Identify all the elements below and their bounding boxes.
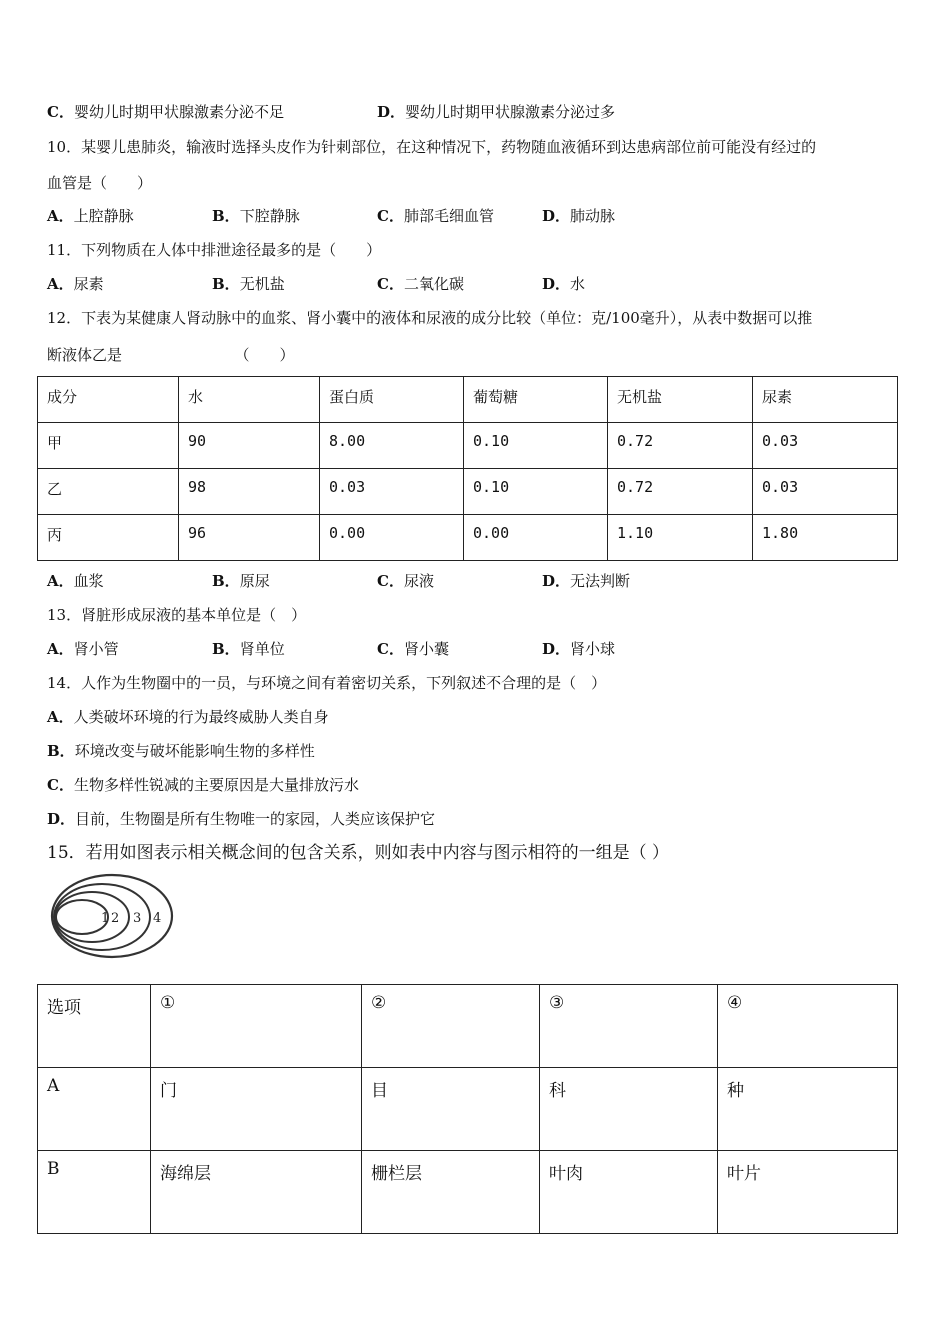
q11-option-d: D．水	[542, 275, 586, 293]
q12-cell: 1.10	[608, 515, 753, 561]
q13-stem: 13．肾脏形成尿液的基本单位是（ ）	[47, 606, 307, 624]
q12-stem-line1: 12．下表为某健康人肾动脉中的血浆、肾小囊中的液体和尿液的成分比较（单位：克/100毫升），从表中数据可以推	[47, 309, 813, 327]
q12-header-cell: 蛋白质	[320, 377, 464, 423]
q12-cell: 0.72	[608, 423, 753, 469]
figure-label-1: 1	[101, 911, 110, 926]
q12-cell: 0.72	[608, 469, 753, 515]
q12-header-cell: 尿素	[753, 377, 898, 423]
q9-option-d: D．婴幼儿时期甲状腺激素分泌过多	[377, 103, 616, 121]
q12-cell: 0.03	[753, 423, 898, 469]
q15-cell: 叶肉	[540, 1151, 718, 1234]
table-row	[38, 1151, 898, 1234]
nested-ellipses-figure	[50, 872, 175, 962]
q9-option-c: C．婴幼儿时期甲状腺激素分泌不足	[47, 103, 284, 121]
q11-option-a: A．尿素	[47, 275, 104, 293]
q15-table-header-row	[38, 985, 898, 1068]
q12-cell: 甲	[38, 423, 179, 469]
q12-cell: 0.03	[753, 469, 898, 515]
q12-option-c: C．尿液	[377, 572, 434, 590]
q15-cell: 叶片	[718, 1151, 898, 1234]
q12-cell: 90	[179, 423, 320, 469]
q15-cell: 科	[540, 1068, 718, 1151]
q14-option-b: B．环境改变与破坏能影响生物的多样性	[47, 742, 315, 760]
q10-option-a: A．上腔静脉	[47, 207, 134, 225]
table-row	[38, 469, 898, 515]
q14-option-d: D．目前，生物圈是所有生物唯一的家园，人类应该保护它	[47, 810, 436, 828]
table-row	[38, 1068, 898, 1151]
figure-label-2: 2	[111, 911, 120, 926]
q11-option-c: C．二氧化碳	[377, 275, 464, 293]
q12-cell: 乙	[38, 469, 179, 515]
q12-cell: 96	[179, 515, 320, 561]
q12-cell: 8.00	[320, 423, 464, 469]
q12-cell: 0.10	[464, 469, 608, 515]
q12-cell: 1.80	[753, 515, 898, 561]
figure-label-3: 3	[133, 911, 142, 926]
q12-cell: 0.10	[464, 423, 608, 469]
q15-cell: A	[38, 1068, 151, 1151]
q13-option-a: A．肾小管	[47, 640, 119, 658]
q10-option-c: C．肺部毛细血管	[377, 207, 494, 225]
q15-cell: 种	[718, 1068, 898, 1151]
q15-cell: 海绵层	[151, 1151, 362, 1234]
q14-option-c: C．生物多样性锐减的主要原因是大量排放污水	[47, 776, 359, 794]
q15-header-cell: ④	[718, 985, 898, 1068]
q10-stem-line1: 10．某婴儿患肺炎，输液时选择头皮作为针刺部位，在这种情况下，药物随血液循环到达患病部位前可能没有经过的	[47, 138, 817, 156]
table-row	[38, 423, 898, 469]
q11-option-b: B．无机盐	[212, 275, 285, 293]
q12-stem-line2: 断液体乙是 （ ）	[47, 346, 295, 364]
q10-option-d: D．肺动脉	[542, 207, 616, 225]
q13-option-d: D．肾小球	[542, 640, 616, 658]
q13-option-c: C．肾小囊	[377, 640, 449, 658]
q11-stem: 11．下列物质在人体中排泄途径最多的是（ ）	[47, 241, 382, 259]
q12-header-cell: 成分	[38, 377, 179, 423]
figure-label-4: 4	[153, 911, 162, 926]
q15-cell: 门	[151, 1068, 362, 1151]
q10-option-b: B．下腔静脉	[212, 207, 300, 225]
table-row	[38, 515, 898, 561]
q15-table	[37, 984, 898, 1234]
q12-cell: 0.00	[320, 515, 464, 561]
q14-option-a: A．人类破坏环境的行为最终威胁人类自身	[47, 708, 329, 726]
q12-cell: 0.03	[320, 469, 464, 515]
q15-cell: B	[38, 1151, 151, 1234]
q12-header-cell: 葡萄糖	[464, 377, 608, 423]
q15-cell: 栅栏层	[362, 1151, 540, 1234]
q12-option-a: A．血浆	[47, 572, 104, 590]
q12-header-cell: 水	[179, 377, 320, 423]
q12-table	[37, 376, 898, 561]
q12-header-cell: 无机盐	[608, 377, 753, 423]
q15-header-cell: ①	[151, 985, 362, 1068]
q15-cell: 目	[362, 1068, 540, 1151]
q15-header-cell: ②	[362, 985, 540, 1068]
q15-header-cell: 选项	[38, 985, 151, 1068]
q12-cell: 丙	[38, 515, 179, 561]
q12-option-b: B．原尿	[212, 572, 270, 590]
q12-option-d: D．无法判断	[542, 572, 631, 590]
q15-stem: 15．若用如图表示相关概念间的包含关系，则如表中内容与图示相符的一组是（ ）	[47, 843, 670, 863]
q12-cell: 0.00	[464, 515, 608, 561]
q10-stem-line2: 血管是（ ）	[47, 174, 153, 192]
q12-table-header-row	[38, 377, 898, 423]
q13-option-b: B．肾单位	[212, 640, 285, 658]
q15-header-cell: ③	[540, 985, 718, 1068]
q14-stem: 14．人作为生物圈中的一员，与环境之间有着密切关系，下列叙述不合理的是（ ）	[47, 674, 607, 692]
q12-cell: 98	[179, 469, 320, 515]
